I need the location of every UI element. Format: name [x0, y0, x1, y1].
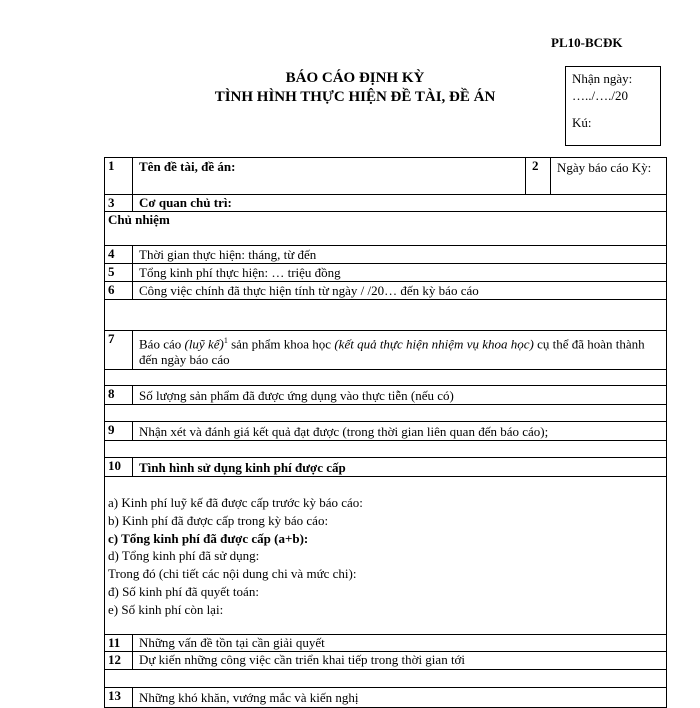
applied-products-text: Số lượng sản phẩm đã được ứng dụng vào thực tiễn (nếu có)	[139, 388, 454, 403]
form-row-13	[105, 687, 666, 707]
document-code: PL10-BCĐK	[551, 35, 623, 50]
funding-item-b: b) Kinh phí đã được cấp trong kỳ báo cáo:	[108, 512, 329, 528]
form-row-10	[105, 457, 666, 476]
row-number: 8	[105, 386, 133, 404]
funding-item-c: c) Tổng kinh phí đã được cấp (a+b):	[108, 530, 309, 546]
form-row-1	[105, 158, 666, 194]
blank-row	[105, 404, 666, 421]
row-number: 3	[105, 195, 133, 211]
row-number: 1	[105, 158, 133, 194]
funding-item-e: e) Số kinh phí còn lại:	[108, 601, 224, 617]
row-number: 5	[105, 264, 133, 281]
row-number: 2	[525, 158, 551, 194]
form-row-3	[105, 194, 666, 211]
row-number: 13	[105, 688, 133, 707]
form-row-8	[105, 385, 666, 404]
report-date-label: Ngày báo cáo Kỳ:	[557, 160, 652, 175]
receipt-stamp-box	[565, 66, 661, 146]
report-subtitle: TÌNH HÌNH THỰC HIỆN ĐỀ TÀI, ĐỀ ÁN	[214, 89, 496, 105]
total-budget-text: Tổng kinh phí thực hiện: … triệu đồng	[139, 265, 341, 280]
row-number: 9	[105, 422, 133, 440]
report-form-table	[104, 157, 667, 708]
evaluation-text: Nhận xét và đánh giá kết quả đạt được (trong thời gian liên quan đến báo cáo);	[139, 424, 549, 439]
planned-work-text: Dự kiến những công việc cần triển khai tiếp trong thời gian tới	[139, 652, 466, 667]
blank-row	[105, 299, 666, 330]
received-date-value: …../…./20	[572, 88, 628, 103]
form-row-5	[105, 263, 666, 281]
principal-investigator-label: Chủ nhiệm	[108, 212, 170, 227]
row-number: 10	[105, 458, 133, 476]
funding-usage-heading: Tình hình sử dụng kinh phí được cấp	[139, 460, 346, 475]
principal-investigator-row	[105, 211, 666, 245]
row-number: 11	[105, 635, 133, 651]
report-title: BÁO CÁO ĐỊNH KỲ	[285, 70, 425, 86]
form-row-7	[105, 330, 666, 369]
funding-item-a: a) Kinh phí luỹ kế đã được cấp trước kỳ báo cáo:	[108, 495, 363, 510]
funding-details	[105, 476, 666, 634]
blank-row	[105, 440, 666, 457]
duration-text: Thời gian thực hiện: tháng, từ đến	[139, 247, 317, 262]
funding-item-dd: đ) Số kinh phí đã quyết toán:	[108, 583, 259, 599]
blank-row	[105, 669, 666, 687]
scientific-products-text: Báo cáo (luỹ kế)$^1$ sản phẩm khoa học (kết quả thực hiện nhiệm vụ khoa học) cụ thể đã hoàn thành đến ngày báo cáo	[139, 336, 645, 368]
form-row-12	[105, 651, 666, 669]
form-row-11	[105, 634, 666, 651]
blank-row	[105, 369, 666, 385]
row-number: 6	[105, 282, 133, 299]
funding-item-d: d) Tổng kinh phí đã sử dụng:	[108, 548, 260, 564]
row-number: 7	[105, 331, 133, 369]
row-number: 4	[105, 246, 133, 263]
row-number: 12	[105, 652, 133, 669]
difficulties-text: Những khó khăn, vướng mắc và kiến nghị	[139, 690, 359, 705]
host-agency-label: Cơ quan chủ trì:	[139, 195, 232, 210]
outstanding-issues-text: Những vấn đề tồn tại cần giải quyết	[139, 635, 325, 650]
project-name-label: Tên đề tài, đề án:	[139, 159, 236, 174]
funding-detail: Trong đó (chi tiết các nội dung chi và mức chi):	[108, 566, 357, 582]
form-row-4	[105, 245, 666, 263]
form-row-9	[105, 421, 666, 440]
form-row-6	[105, 281, 666, 299]
received-date-label: Nhận ngày:	[572, 71, 633, 86]
signature-label: Kú:	[572, 115, 592, 130]
main-work-text: Công việc chính đã thực hiện tính từ ngày / /20… đến kỳ báo cáo	[139, 283, 479, 298]
